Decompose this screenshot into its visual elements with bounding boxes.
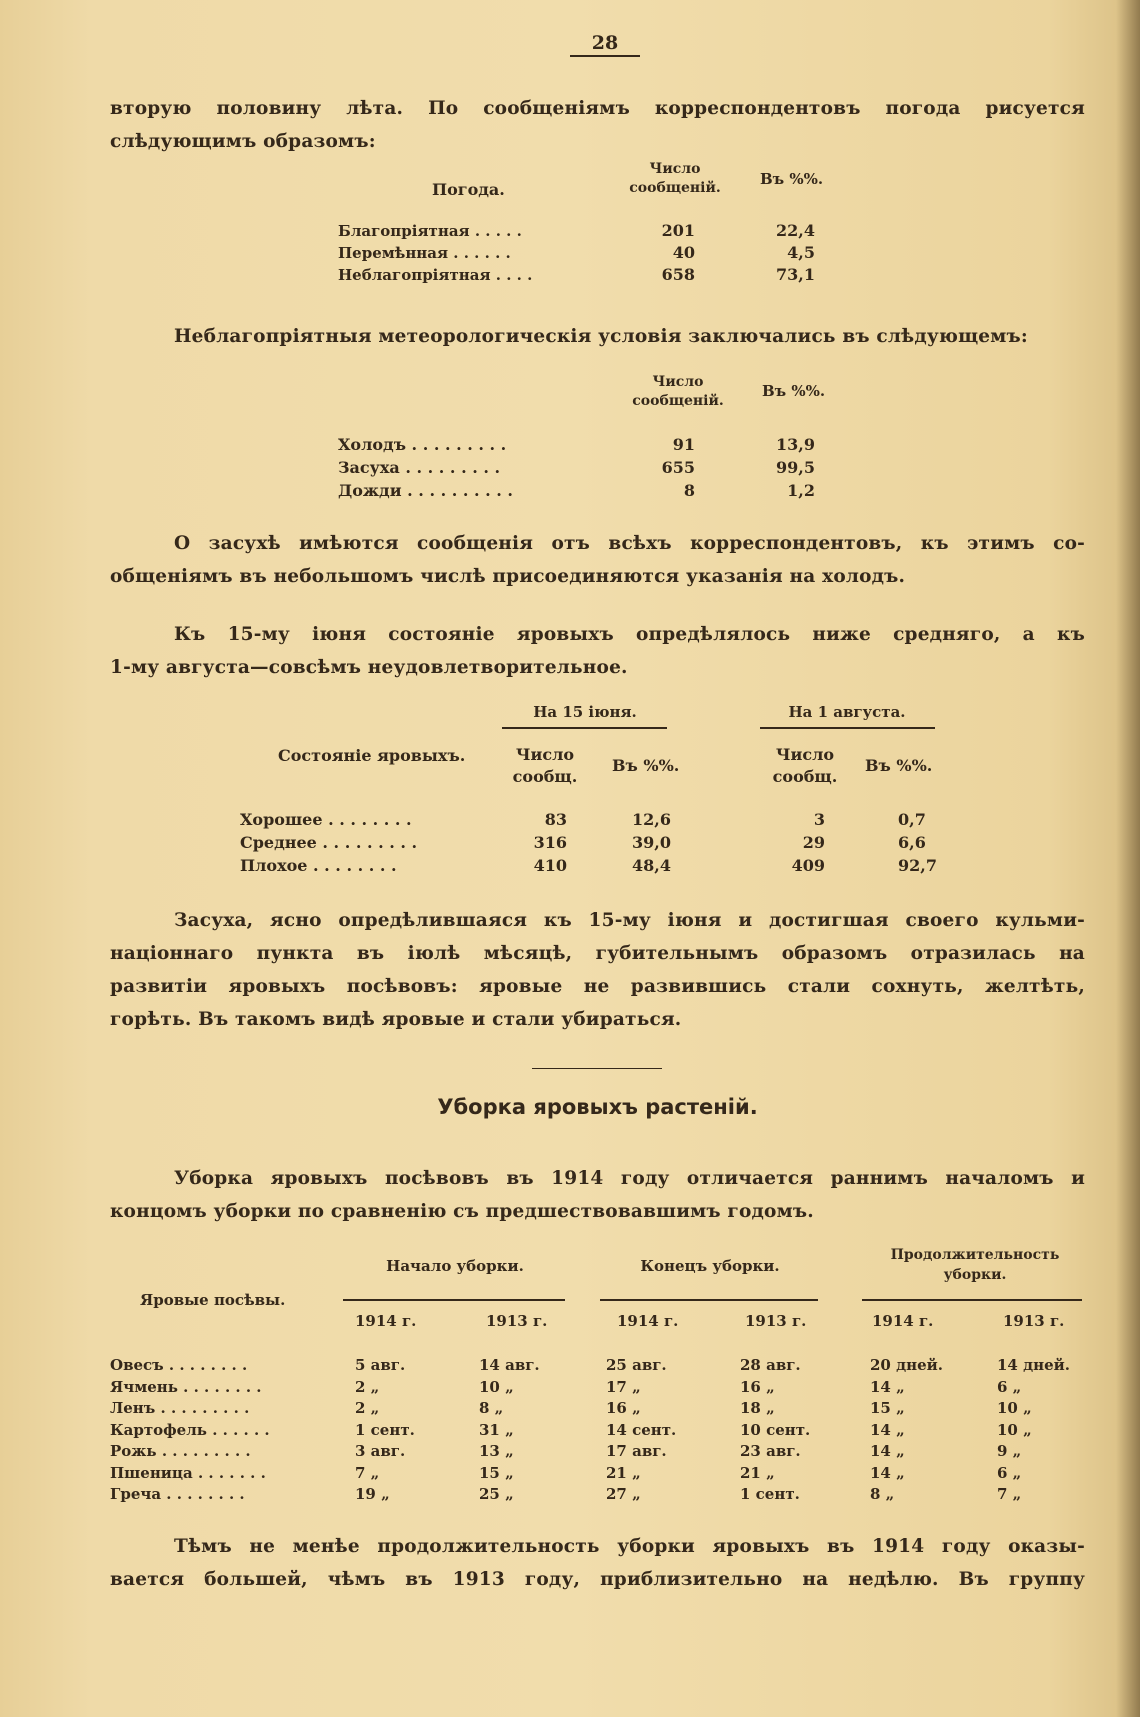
harvest-group-start: Начало уборки. <box>386 1257 524 1275</box>
state-row-pct: 0,7 <box>898 810 926 829</box>
state-header-count: Число сообщ. <box>512 745 578 786</box>
harvest-cell: 27 „ <box>606 1485 641 1503</box>
harvest-cell: 10 „ <box>997 1420 1032 1439</box>
drought-paragraph <box>110 527 1085 593</box>
harvest-cell: 13 „ <box>479 1442 514 1460</box>
weather-row-pct: 4,5 <box>787 243 815 262</box>
harvest-group-duration: Продолжительность уборки. <box>890 1247 1060 1283</box>
harvest-cell: 1 сент. <box>740 1485 800 1503</box>
harvest-year: 1913 г. <box>486 1312 548 1330</box>
harvest-row-label: Пшеница . . . . . . . <box>110 1463 266 1482</box>
harvest-cell: 16 „ <box>740 1377 775 1396</box>
conditions-intro-paragraph <box>110 320 1085 353</box>
harvest-row-label: Ленъ . . . . . . . . . <box>110 1399 250 1417</box>
harvest-year: 1914 г. <box>355 1312 417 1330</box>
weather-row-label: Перемѣнная . . . . . . <box>338 244 511 262</box>
rule-divider <box>600 1299 818 1301</box>
harvest-cell: 19 „ <box>355 1485 390 1503</box>
harvest-cell: 18 „ <box>740 1399 775 1417</box>
text-line: развитіи яровыхъ посѣвовъ: яровые не развившись стали сохнуть, желтѣть, <box>110 976 1085 997</box>
harvest-cell: 6 „ <box>997 1377 1022 1396</box>
conditions-header-count: Число сообщеній. <box>632 374 724 409</box>
state-row-header: Состояніе яровыхъ. <box>278 746 466 765</box>
rule-divider <box>862 1299 1082 1301</box>
text-line: концомъ уборки по сравненію съ предшествовавшимъ годомъ. <box>110 1201 814 1222</box>
harvest-cell: 21 „ <box>606 1463 641 1482</box>
harvest-cell: 2 „ <box>355 1399 380 1417</box>
harvest-row-header: Яровые посѣвы. <box>140 1291 286 1309</box>
harvest-cell: 1 сент. <box>355 1420 415 1439</box>
weather-row-pct: 73,1 <box>776 265 815 284</box>
conditions-row-pct: 1,2 <box>787 481 815 500</box>
state-row-count: 410 <box>533 856 567 875</box>
harvest-cell: 5 авг. <box>355 1356 406 1374</box>
harvest-cell: 6 „ <box>997 1463 1022 1482</box>
harvest-row-label: Рожь . . . . . . . . . <box>110 1442 251 1460</box>
conditions-row-count: 8 <box>683 481 695 500</box>
text-line: вторую половину лѣта. По сообщеніямъ корреспондентовъ погода рисуется <box>110 98 1085 119</box>
weather-row-count: 658 <box>661 265 695 284</box>
weather-row-label: Неблагопріятная . . . . <box>338 266 533 284</box>
harvest-year: 1914 г. <box>617 1312 679 1330</box>
harvest-cell: 28 авг. <box>740 1356 801 1374</box>
text-line: Уборка яровыхъ посѣвовъ въ 1914 году отличается раннимъ началомъ и <box>174 1168 1085 1189</box>
harvest-cell: 3 авг. <box>355 1442 406 1460</box>
harvest-cell: 14 „ <box>870 1377 905 1396</box>
text-line: горѣть. Въ такомъ видѣ яровые и стали убираться. <box>110 1009 682 1030</box>
state-paragraph <box>110 618 1085 684</box>
text-line: Къ 15-му іюня состояніе яровыхъ опредѣлялось ниже средняго, а къ <box>174 624 1085 645</box>
state-row-count: 3 <box>813 810 825 829</box>
text-line: общеніямъ въ небольшомъ числѣ присоединяются указанія на холодъ. <box>110 566 906 587</box>
harvest-cell: 16 „ <box>606 1399 641 1417</box>
state-row-pct: 39,0 <box>632 833 671 852</box>
harvest-cell: 8 „ <box>479 1399 504 1417</box>
harvest-cell: 23 авг. <box>740 1442 801 1460</box>
intro-paragraph <box>110 92 1085 158</box>
conditions-row-count: 91 <box>672 435 695 454</box>
state-row-pct: 48,4 <box>632 856 671 875</box>
harvest-cell: 7 „ <box>355 1463 380 1482</box>
harvest-cell: 9 „ <box>997 1442 1022 1460</box>
harvest-row-label: Картофель . . . . . . <box>110 1420 270 1439</box>
weather-header-label: Погода. <box>432 180 505 199</box>
harvest-group-end: Конецъ уборки. <box>640 1257 780 1275</box>
harvest-cell: 15 „ <box>479 1463 514 1482</box>
state-row-pct: 6,6 <box>898 833 926 852</box>
state-row-count: 29 <box>802 833 825 852</box>
harvest-cell: 20 дней. <box>870 1356 943 1374</box>
conditions-header-pct: Въ %%. <box>762 382 826 400</box>
state-group-august: На 1 августа. <box>788 703 906 721</box>
conditions-row-pct: 13,9 <box>776 435 815 454</box>
harvest-year: 1913 г. <box>745 1312 807 1330</box>
weather-row-count: 201 <box>661 221 695 240</box>
harvest-row-label: Ячмень . . . . . . . . <box>110 1377 262 1396</box>
conditions-row-pct: 99,5 <box>776 458 815 477</box>
state-row-label: Плохое . . . . . . . . <box>240 856 397 875</box>
state-row-pct: 12,6 <box>632 810 671 829</box>
state-row-count: 83 <box>544 810 567 829</box>
harvest-cell: 15 „ <box>870 1399 905 1417</box>
harvest-cell: 31 „ <box>479 1420 514 1439</box>
weather-header-pct: Въ %%. <box>760 170 824 188</box>
harvest-cell: 2 „ <box>355 1377 380 1396</box>
rule-divider <box>502 727 667 729</box>
weather-row-pct: 22,4 <box>776 221 815 240</box>
state-header-count: Число сообщ. <box>772 745 838 786</box>
harvest-row-label: Овесъ . . . . . . . . <box>110 1356 248 1374</box>
weather-row-count: 40 <box>672 243 695 262</box>
harvest-row-label: Греча . . . . . . . . <box>110 1485 245 1503</box>
harvest-cell: 7 „ <box>997 1485 1022 1503</box>
state-group-june: На 15 іюня. <box>533 703 637 721</box>
state-header-pct: Въ %%. <box>612 756 680 775</box>
weather-header-count: Число сообщеній. <box>629 161 721 196</box>
duration-paragraph <box>110 1530 1085 1596</box>
state-header-pct: Въ %%. <box>865 756 933 775</box>
text-line: націоннаго пункта въ іюлѣ мѣсяцѣ, губительнымъ образомъ отразилась на <box>110 943 1085 964</box>
harvest-cell: 17 авг. <box>606 1442 667 1460</box>
text-line: вается большей, чѣмъ въ 1913 году, приблизительно на недѣлю. Въ группу <box>110 1569 1085 1590</box>
harvest-cell: 10 „ <box>997 1399 1032 1417</box>
section-title: Уборка яровыхъ растеній. <box>437 1095 758 1119</box>
harvest-cell: 8 „ <box>870 1485 895 1503</box>
state-row-label: Хорошее . . . . . . . . <box>240 810 412 829</box>
drought-effect-paragraph <box>110 904 1085 1036</box>
text-line: Неблагопріятныя метеорологическія условія заключались въ слѣдующемъ: <box>174 326 1028 347</box>
harvest-paragraph <box>110 1162 1085 1228</box>
harvest-cell: 14 авг. <box>479 1356 540 1374</box>
text-line: О засухѣ имѣются сообщенія отъ всѣхъ корреспондентовъ, къ этимъ со- <box>174 533 1085 554</box>
conditions-row-label: Засуха . . . . . . . . . <box>338 458 501 477</box>
text-line: слѣдующимъ образомъ: <box>110 131 376 152</box>
page-spine-shadow <box>1116 0 1140 1717</box>
harvest-cell: 10 сент. <box>740 1420 811 1439</box>
harvest-cell: 10 „ <box>479 1377 514 1396</box>
harvest-cell: 17 „ <box>606 1377 641 1396</box>
harvest-year: 1913 г. <box>1003 1312 1065 1330</box>
harvest-cell: 14 „ <box>870 1420 905 1439</box>
text-line: 1-му августа—совсѣмъ неудовлетворительное. <box>110 657 628 678</box>
state-row-pct: 92,7 <box>898 856 937 875</box>
state-row-label: Среднее . . . . . . . . . <box>240 833 418 852</box>
conditions-row-label: Холодъ . . . . . . . . . <box>338 435 507 454</box>
harvest-year: 1914 г. <box>872 1312 934 1330</box>
harvest-cell: 14 „ <box>870 1463 905 1482</box>
page-number: 28 <box>570 32 640 57</box>
conditions-row-count: 655 <box>661 458 695 477</box>
rule-divider <box>343 1299 565 1301</box>
section-divider <box>532 1068 662 1069</box>
conditions-row-label: Дожди . . . . . . . . . . <box>338 481 513 500</box>
harvest-cell: 14 „ <box>870 1442 905 1460</box>
text-line: Засуха, ясно опредѣлившаяся къ 15-му іюня и достигшая своего кульми- <box>174 910 1085 931</box>
text-line: Тѣмъ не менѣе продолжительность уборки яровыхъ въ 1914 году оказы- <box>174 1536 1085 1557</box>
rule-divider <box>760 727 935 729</box>
state-row-count: 316 <box>533 833 567 852</box>
harvest-cell: 21 „ <box>740 1463 775 1482</box>
harvest-cell: 14 дней. <box>997 1356 1070 1374</box>
harvest-cell: 25 авг. <box>606 1356 667 1374</box>
weather-row-label: Благопріятная . . . . . <box>338 222 522 240</box>
state-row-count: 409 <box>791 856 825 875</box>
harvest-cell: 14 сент. <box>606 1420 677 1439</box>
harvest-cell: 25 „ <box>479 1485 514 1503</box>
